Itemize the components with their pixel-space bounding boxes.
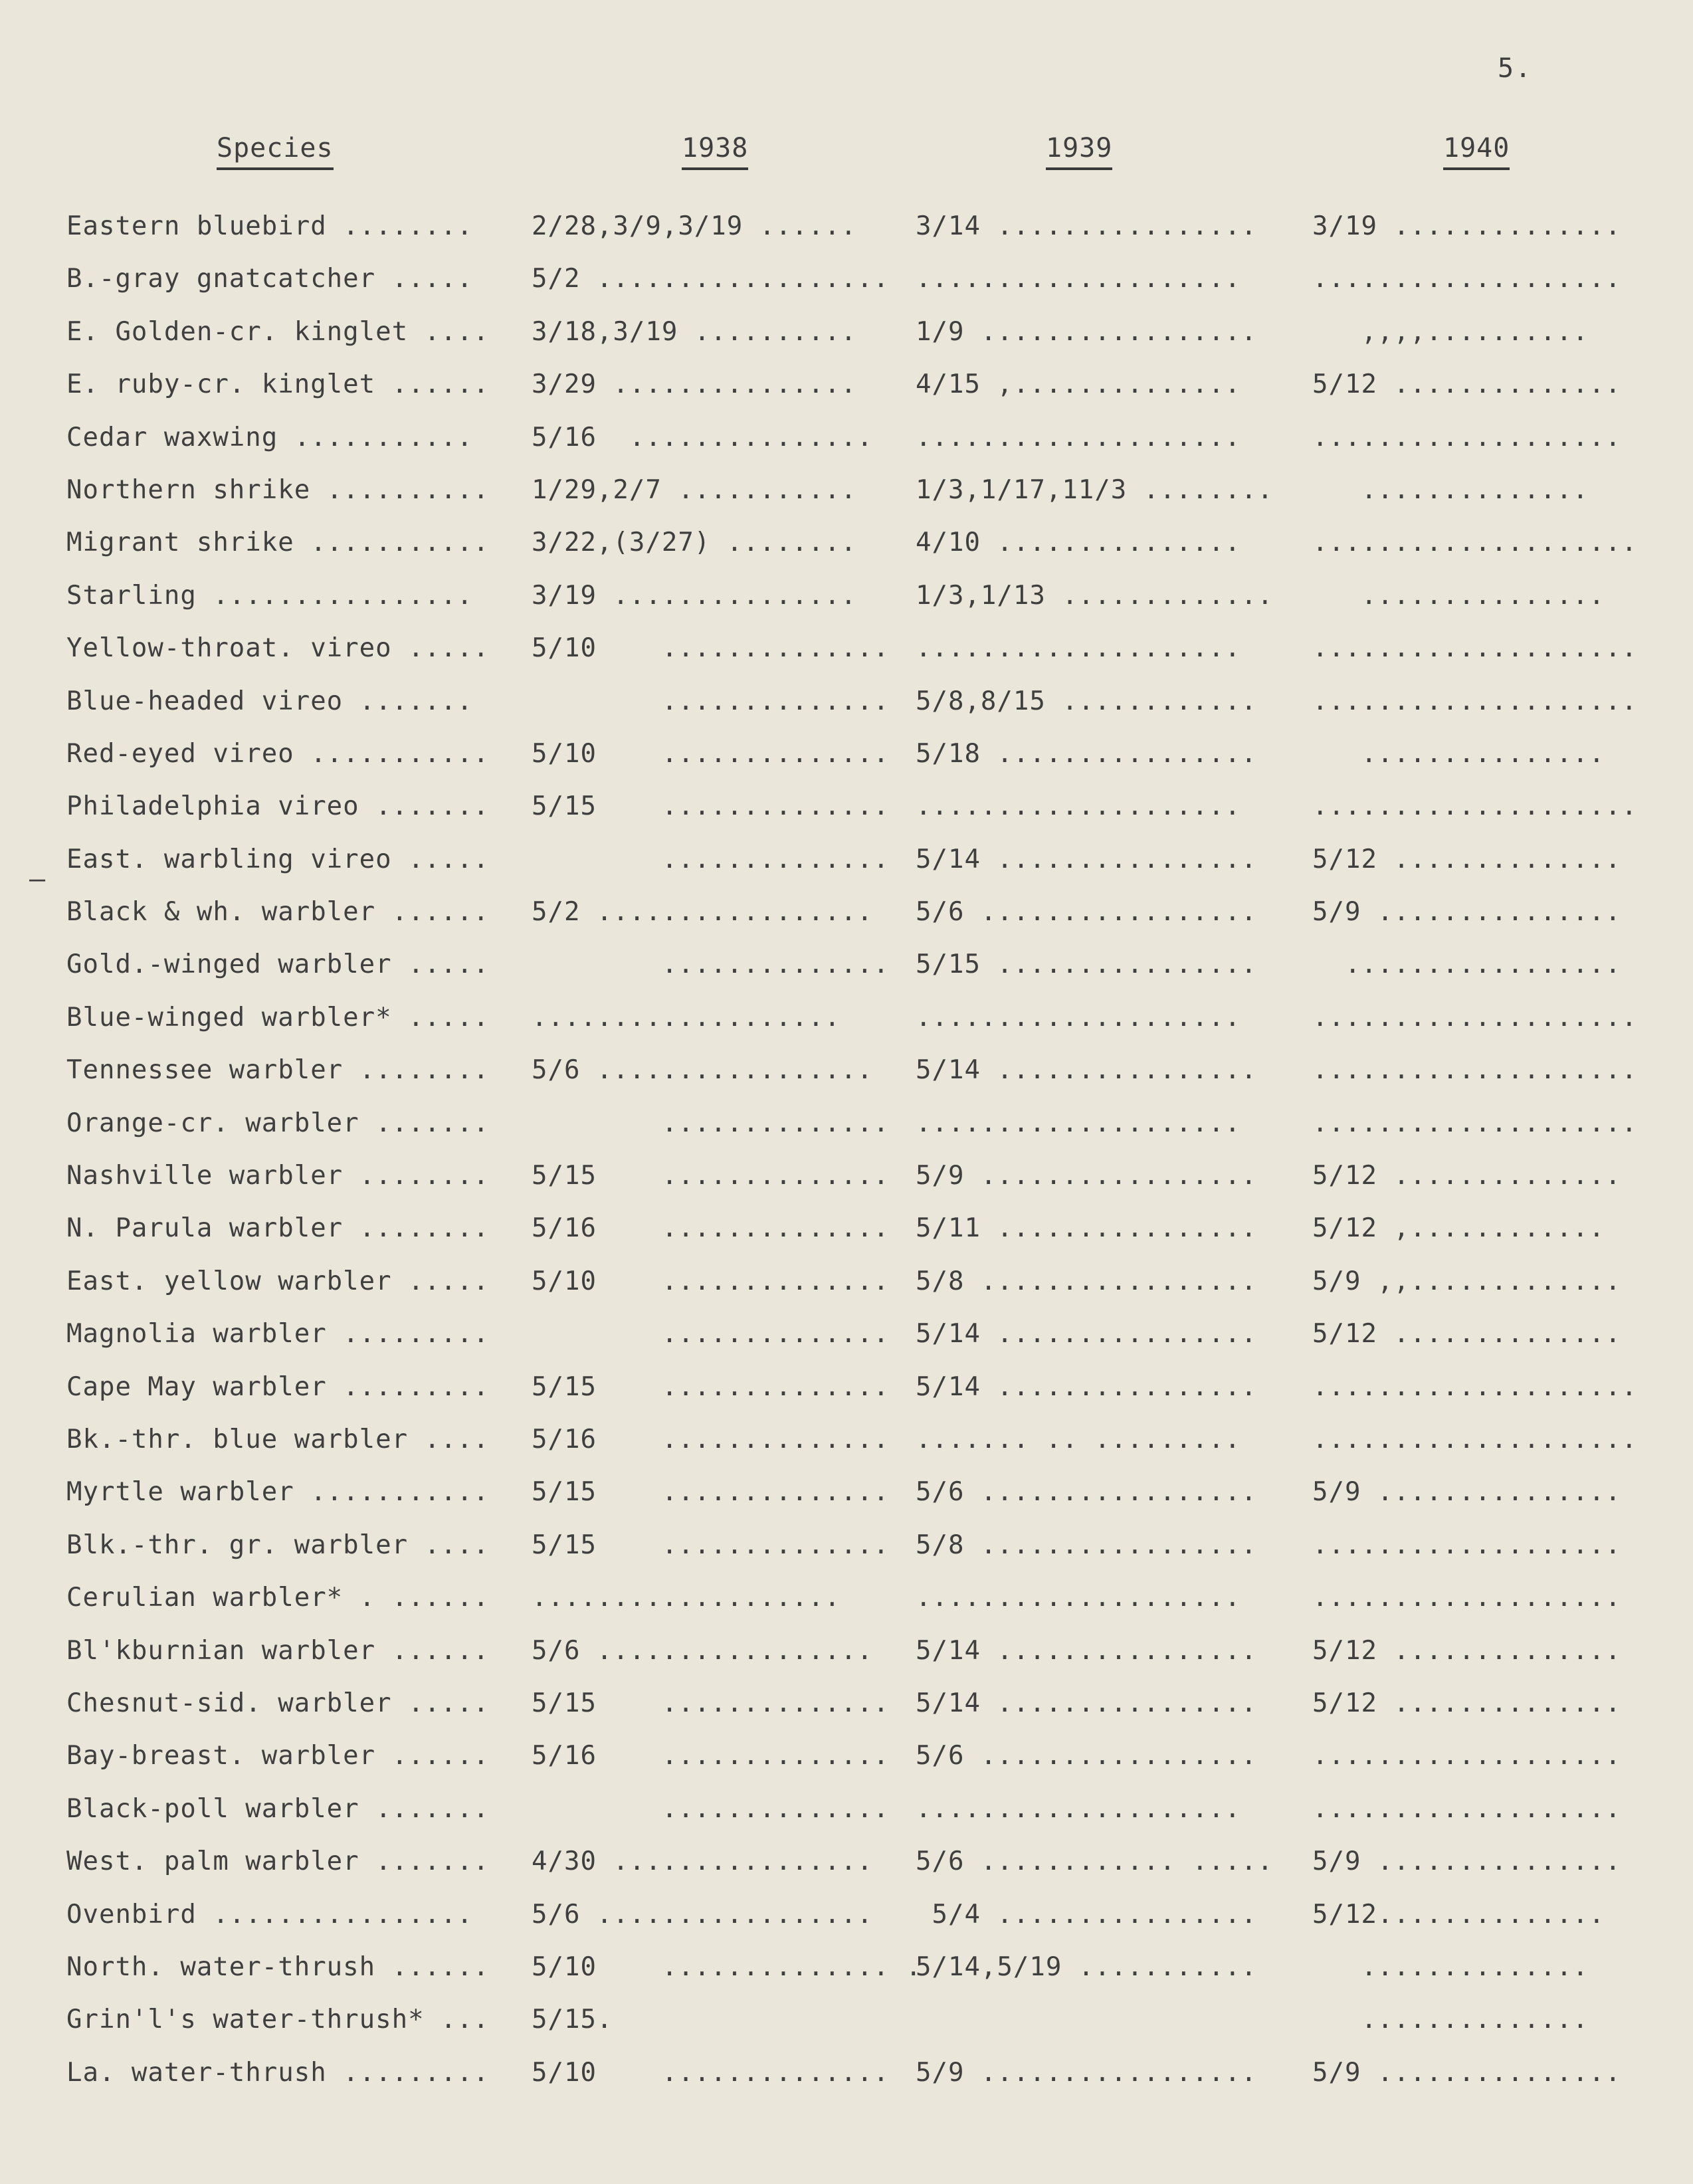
cell-1940: .................... <box>1312 686 1638 716</box>
cell-1940: ............... <box>1312 580 1605 611</box>
cell-1939: 5/14 ................ <box>916 1688 1258 1718</box>
cell-1939: ....... .. ......... <box>916 1424 1241 1454</box>
cell-1938: .............. <box>532 686 890 716</box>
cell-1940: ................... <box>1312 264 1622 294</box>
cell-1939: 5/14 ................ <box>916 1371 1258 1402</box>
cell-1939: 5/6 ................. <box>916 1477 1258 1508</box>
cell-1939: 5/9 ................. <box>916 1161 1258 1191</box>
cell-1938: 5/15 .............. <box>532 1371 890 1402</box>
header-1940: 1940 <box>1443 133 1510 170</box>
cell-1940: ................... <box>1312 1530 1622 1560</box>
species-cell: Migrant shrike ........... <box>66 528 490 558</box>
cell-1938: ................... <box>532 1583 841 1613</box>
species-cell: E. Golden-cr. kinglet .... <box>66 316 490 347</box>
cell-1938: 5/16 .............. <box>532 1741 890 1771</box>
species-cell: Bl'kburnian warbler ...... <box>66 1635 490 1666</box>
cell-1940: ................... <box>1312 1583 1622 1613</box>
species-cell: Chesnut-sid. warbler ..... <box>66 1688 490 1718</box>
table-row <box>0 844 1693 897</box>
table-row <box>0 633 1693 686</box>
cell-1938: .............. <box>532 844 890 874</box>
cell-1939: 5/6 ............ ..... <box>916 1846 1274 1877</box>
species-table <box>0 211 1693 2110</box>
species-cell: Grin'l's water-thrush* ... <box>66 2005 490 2035</box>
cell-1938: .............. <box>532 949 890 980</box>
table-row <box>0 1530 1693 1583</box>
species-cell: Blue-headed vireo ....... <box>66 686 473 716</box>
cell-1939: 5/14 ................ <box>916 844 1258 874</box>
table-row <box>0 1266 1693 1319</box>
species-cell: Magnolia warbler ......... <box>66 1319 490 1349</box>
table-row <box>0 1055 1693 1108</box>
table-row <box>0 1794 1693 1846</box>
page-number: 5. <box>1498 53 1533 84</box>
cell-1938: 5/10 .............. <box>532 633 890 664</box>
table-row <box>0 423 1693 475</box>
species-cell: West. palm warbler ....... <box>66 1846 490 1877</box>
table-row <box>0 1846 1693 1899</box>
table-row <box>0 1213 1693 1266</box>
table-row <box>0 2005 1693 2057</box>
species-cell: Yellow-throat. vireo ..... <box>66 633 490 664</box>
cell-1940: .................... <box>1312 791 1638 822</box>
species-cell: Blk.-thr. gr. warbler .... <box>66 1530 490 1560</box>
table-row <box>0 211 1693 264</box>
species-cell: Black & wh. warbler ...... <box>66 897 490 928</box>
species-cell: Gold.-winged warbler ..... <box>66 949 490 980</box>
species-cell: La. water-thrush ......... <box>66 2057 490 2088</box>
cell-1939: 5/14,5/19 ........... <box>916 1951 1258 1982</box>
table-row <box>0 1583 1693 1635</box>
species-cell: B.-gray gnatcatcher ..... <box>66 264 473 294</box>
table-row <box>0 264 1693 316</box>
cell-1939: 3/14 ................ <box>916 211 1258 241</box>
table-row <box>0 1003 1693 1055</box>
table-row <box>0 2058 1693 2110</box>
cell-1939: 1/3,1/13 ............. <box>916 580 1274 611</box>
cell-1938: 5/10 .............. <box>532 738 890 769</box>
species-cell: Orange-cr. warbler ....... <box>66 1108 490 1138</box>
cell-1940: .................... <box>1312 1055 1638 1086</box>
table-row <box>0 369 1693 422</box>
cell-1940: 5/12 .............. <box>1312 369 1622 400</box>
cell-1939: 5/8,8/15 ............ <box>916 686 1258 716</box>
species-cell: N. Parula warbler ........ <box>66 1213 490 1244</box>
cell-1939: 5/8 ................. <box>916 1530 1258 1560</box>
cell-1940: .................... <box>1312 1424 1638 1454</box>
cell-1939: .................... <box>916 422 1241 452</box>
table-row <box>0 1636 1693 1688</box>
cell-1939: .................... <box>916 1108 1241 1138</box>
cell-1938: 3/19 ............... <box>532 580 857 611</box>
cell-1939: 4/10 ............... <box>916 528 1241 558</box>
cell-1938: 5/6 ................. <box>532 1635 874 1666</box>
table-row <box>0 1319 1693 1371</box>
table-row <box>0 475 1693 528</box>
cell-1940: 5/9 ............... <box>1312 1846 1622 1877</box>
species-cell: Cerulian warbler* . ...... <box>66 1583 490 1613</box>
species-cell: Eastern bluebird ........ <box>66 211 473 241</box>
cell-1938: 5/16 ............... <box>532 422 874 452</box>
species-cell: Northern shrike .......... <box>66 474 490 505</box>
cell-1938: 5/10 .............. . <box>532 1951 922 1982</box>
cell-1938: 1/29,2/7 ........... <box>532 474 857 505</box>
cell-1938: 3/29 ............... <box>532 369 857 400</box>
table-row <box>0 317 1693 369</box>
table-row <box>0 581 1693 633</box>
species-cell: Philadelphia vireo ....... <box>66 791 490 822</box>
cell-1938: 5/6 ................. <box>532 1055 874 1086</box>
cell-1940: 5/12 .............. <box>1312 844 1622 874</box>
cell-1939: 5/4 ................ <box>916 1899 1258 1930</box>
cell-1938: 5/2 ................. <box>532 897 874 928</box>
cell-1938: .............. <box>532 1319 890 1349</box>
cell-1940: .................... <box>1312 1108 1638 1138</box>
table-row <box>0 686 1693 739</box>
cell-1940: ,,,,.......... <box>1312 316 1589 347</box>
table-row <box>0 1952 1693 2005</box>
species-cell: Bay-breast. warbler ...... <box>66 1741 490 1771</box>
cell-1940: .................... <box>1312 1371 1638 1402</box>
species-cell: Myrtle warbler ........... <box>66 1477 490 1508</box>
header-species: Species <box>217 133 334 170</box>
cell-1940: 3/19 .............. <box>1312 211 1622 241</box>
cell-1938: ................... <box>532 1002 841 1033</box>
cell-1938: 5/10 .............. <box>532 1266 890 1296</box>
cell-1938: 5/15 .............. <box>532 1477 890 1508</box>
cell-1940: 5/9 ............... <box>1312 897 1622 928</box>
table-row <box>0 528 1693 580</box>
cell-1940: 5/9 ............... <box>1312 2057 1622 2088</box>
cell-1939: 5/9 ................. <box>916 2057 1258 2088</box>
table-row <box>0 1741 1693 1793</box>
table-row <box>0 1688 1693 1741</box>
cell-1940: 5/9 ,,............. <box>1312 1266 1622 1296</box>
cell-1940: 5/12.............. <box>1312 1899 1605 1930</box>
species-cell: East. yellow warbler ..... <box>66 1266 490 1296</box>
cell-1939: 5/6 ................. <box>916 897 1258 928</box>
cell-1939: 5/6 ................. <box>916 1741 1258 1771</box>
cell-1939: .................... <box>916 1793 1241 1824</box>
cell-1940: ................. <box>1312 949 1622 980</box>
cell-1940: .............. <box>1312 2005 1589 2035</box>
species-cell: Cape May warbler ......... <box>66 1371 490 1402</box>
cell-1938: .............. <box>532 1793 890 1824</box>
table-row <box>0 949 1693 1002</box>
table-row <box>0 739 1693 791</box>
cell-1939: .................... <box>916 1002 1241 1033</box>
cell-1940: 5/9 ............... <box>1312 1477 1622 1508</box>
cell-1940: .............. <box>1312 474 1589 505</box>
species-cell: E. ruby-cr. kinglet ...... <box>66 369 490 400</box>
cell-1940: 5/12 .............. <box>1312 1635 1622 1666</box>
cell-1939: 5/14 ................ <box>916 1635 1258 1666</box>
cell-1940: 5/12 .............. <box>1312 1161 1622 1191</box>
species-cell: Tennessee warbler ........ <box>66 1055 490 1086</box>
species-cell: Ovenbird ................ <box>66 1899 473 1930</box>
cell-1939: 5/18 ................ <box>916 738 1258 769</box>
cell-1938: 5/16 .............. <box>532 1213 890 1244</box>
cell-1939: 1/9 ................. <box>916 316 1258 347</box>
table-row <box>0 1108 1693 1161</box>
cell-1940: .................... <box>1312 528 1638 558</box>
cell-1938: 5/15 .............. <box>532 791 890 822</box>
species-cell: Red-eyed vireo ........... <box>66 738 490 769</box>
cell-1939: 5/11 ................ <box>916 1213 1258 1244</box>
cell-1939: .................... <box>916 1583 1241 1613</box>
table-row <box>0 1161 1693 1213</box>
species-cell: East. warbling vireo ..... <box>66 844 490 874</box>
cell-1939: .................... <box>916 633 1241 664</box>
cell-1938: 5/15 .............. <box>532 1688 890 1718</box>
cell-1938: 5/6 ................. <box>532 1899 874 1930</box>
cell-1938: 2/28,3/9,3/19 ...... <box>532 211 857 241</box>
table-row <box>0 1372 1693 1425</box>
table-row <box>0 1477 1693 1530</box>
cell-1938: .............. <box>532 1108 890 1138</box>
species-cell: Blue-winged warbler* ..... <box>66 1002 490 1033</box>
cell-1940: ................... <box>1312 1741 1622 1771</box>
cell-1938: 5/15. <box>532 2005 613 2035</box>
cell-1939: 5/15 ................ <box>916 949 1258 980</box>
cell-1939: 5/14 ................ <box>916 1055 1258 1086</box>
cell-1940: .................... <box>1312 1002 1638 1033</box>
cell-1939: 5/8 ................. <box>916 1266 1258 1296</box>
species-cell: Nashville warbler ........ <box>66 1161 490 1191</box>
cell-1938: 3/22,(3/27) ........ <box>532 528 857 558</box>
table-row <box>0 1900 1693 1952</box>
header-1938: 1938 <box>682 133 748 170</box>
cell-1938: 5/15 .............. <box>532 1161 890 1191</box>
cell-1940: ................... <box>1312 1793 1622 1824</box>
cell-1938: 5/15 .............. <box>532 1530 890 1560</box>
table-row <box>0 897 1693 949</box>
cell-1940: ............... <box>1312 738 1605 769</box>
cell-1940: 5/12 .............. <box>1312 1319 1622 1349</box>
header-1939: 1939 <box>1046 133 1112 170</box>
cell-1938: 5/16 .............. <box>532 1424 890 1454</box>
table-row <box>0 1425 1693 1477</box>
cell-1938: 5/2 .................. <box>532 264 890 294</box>
cell-1940: .............. <box>1312 1951 1589 1982</box>
cell-1939: 1/3,1/17,11/3 ........ <box>916 474 1274 505</box>
cell-1939: 5/14 ................ <box>916 1319 1258 1349</box>
species-cell: North. water-thrush ...... <box>66 1951 490 1982</box>
cell-1939: 4/15 ,.............. <box>916 369 1241 400</box>
cell-1939: .................... <box>916 791 1241 822</box>
cell-1940: ................... <box>1312 422 1622 452</box>
cell-1938: 4/30 ................ <box>532 1846 874 1877</box>
cell-1938: 3/18,3/19 .......... <box>532 316 857 347</box>
species-cell: Cedar waxwing ........... <box>66 422 473 452</box>
species-cell: Starling ................ <box>66 580 473 611</box>
cell-1938: 5/10 .............. <box>532 2057 890 2088</box>
cell-1940: .................... <box>1312 633 1638 664</box>
margin-mark: — <box>29 864 46 894</box>
species-cell: Bk.-thr. blue warbler .... <box>66 1424 490 1454</box>
table-row <box>0 791 1693 844</box>
species-cell: Black-poll warbler ....... <box>66 1793 490 1824</box>
cell-1939: .................... <box>916 264 1241 294</box>
cell-1940: 5/12 .............. <box>1312 1688 1622 1718</box>
cell-1940: 5/12 ,............ <box>1312 1213 1605 1244</box>
